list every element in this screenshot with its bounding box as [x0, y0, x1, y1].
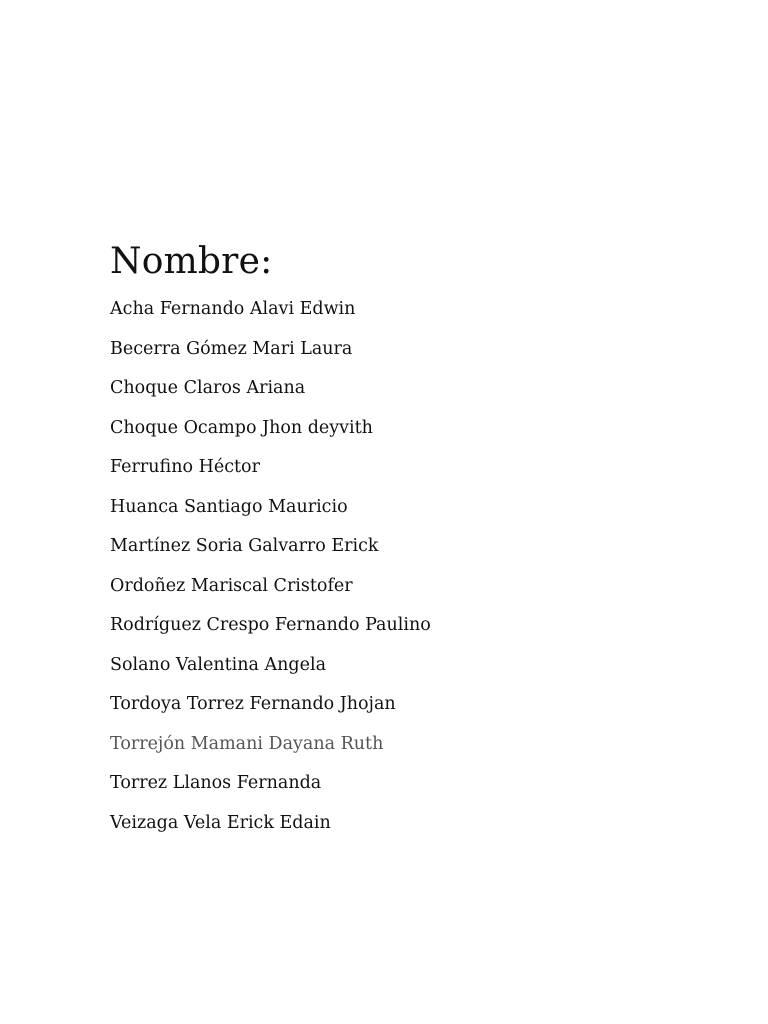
page-title: Nombre:	[110, 241, 273, 282]
list-item: Veizaga Vela Erick Edain	[110, 812, 331, 833]
name-list	[110, 290, 730, 843]
list-item: Rodríguez Crespo Fernando Paulino	[110, 615, 431, 635]
list-item: Solano Valentina Angela	[110, 654, 327, 675]
list-item: Ferrufino Héctor	[110, 457, 260, 477]
list-item: Becerra Gómez Mari Laura	[110, 338, 353, 359]
list-item: Huanca Santiago Mauricio	[110, 496, 348, 517]
list-item: Ordoñez Mariscal Cristofer	[110, 575, 353, 596]
list-item: Choque Claros Ariana	[110, 378, 306, 398]
document-page	[110, 238, 730, 843]
list-item: Torrejón Mamani Dayana Ruth	[110, 733, 384, 754]
list-item: Tordoya Torrez Fernando Jhojan	[110, 694, 396, 714]
list-item: Torrez Llanos Fernanda	[110, 773, 322, 793]
list-item: Martínez Soria Galvarro Erick	[110, 536, 379, 556]
list-item: Acha Fernando Alavi Edwin	[110, 299, 356, 319]
list-item: Choque Ocampo Jhon deyvith	[110, 417, 373, 438]
